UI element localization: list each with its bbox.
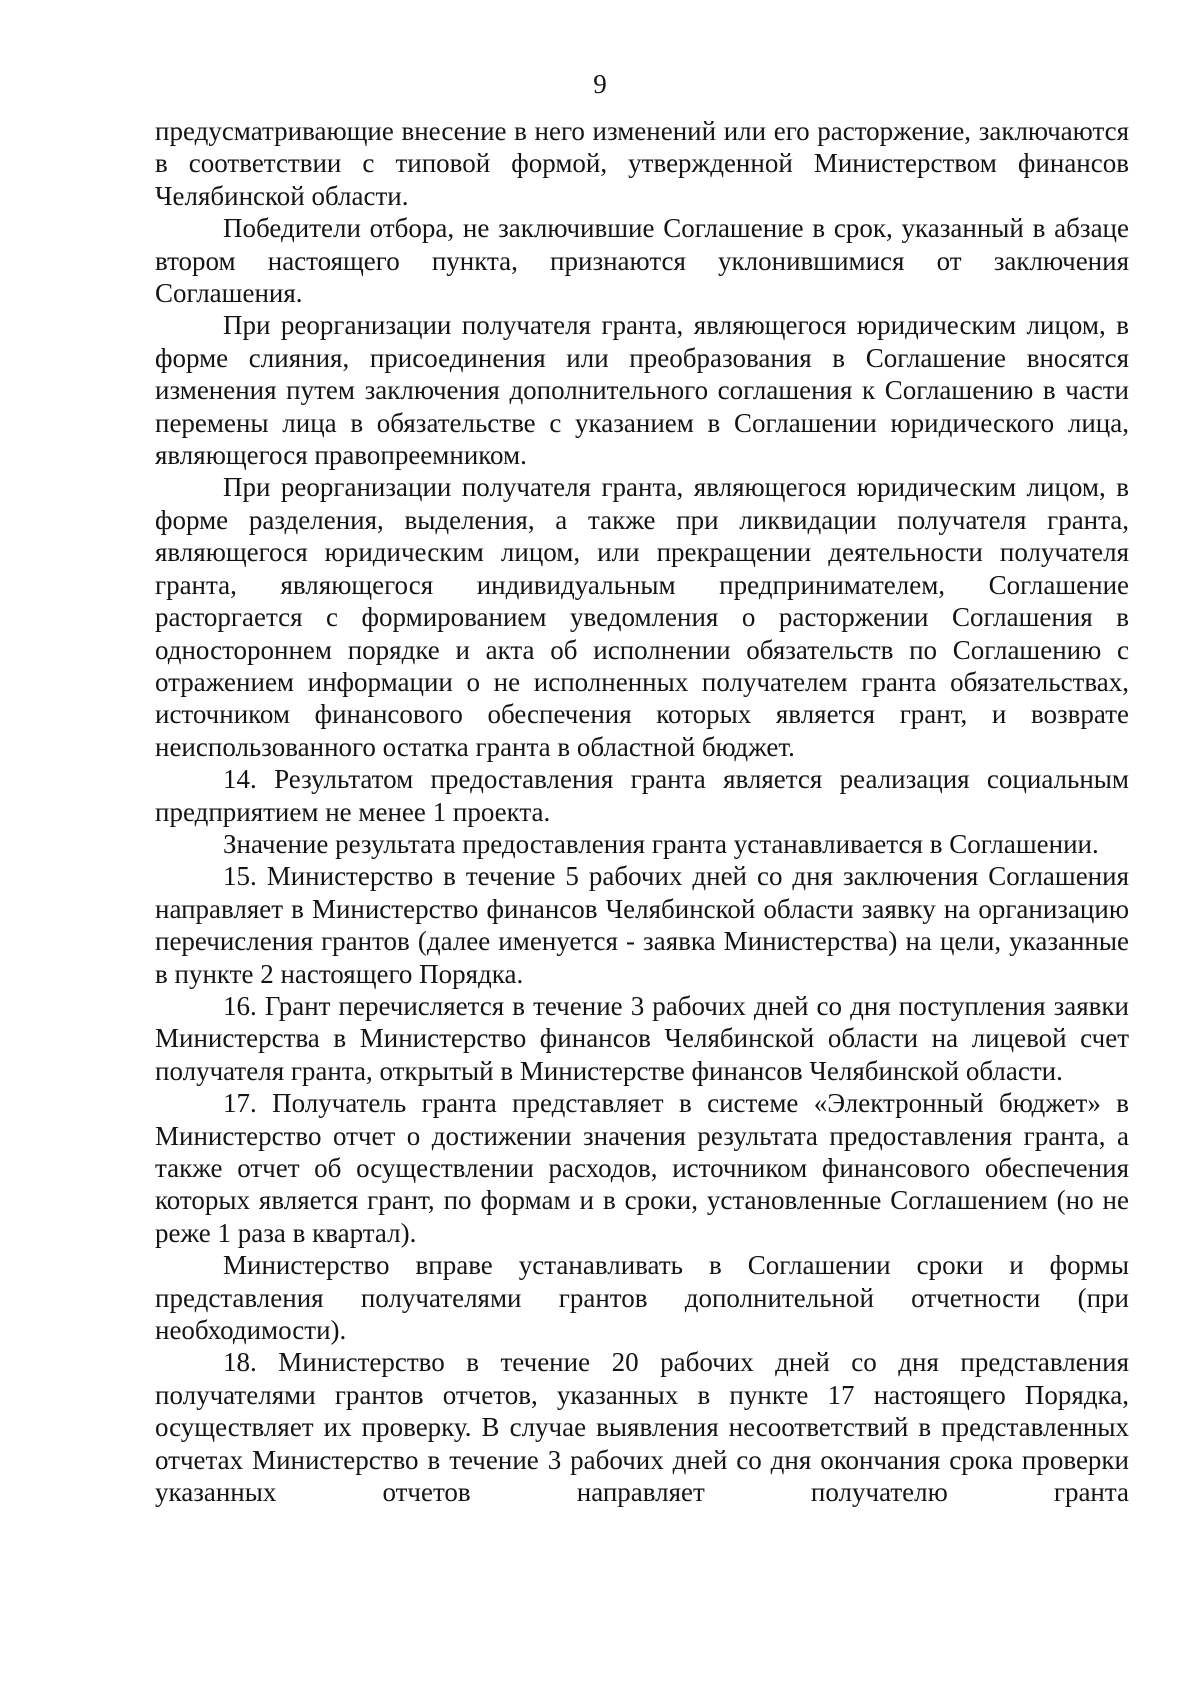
- paragraph: При реорганизации получателя гранта, являющегося юридическим лицом, в форме разделения, выделения, а также при ликвидации получателя гранта, являющегося юридическим лицом, или прекращении деятельности получателя гранта, являющегося индивидуальным предпринимателем, Соглашение расторгается с формированием уведомления о расторжении Соглашения в одностороннем порядке и акта об исполнении обязательств по Соглашению с отражением информации о не исполненных получателем гранта обязательствах, источником финансового обеспечения которых является грант, и возврате неиспользованного остатка гранта в областной бюджет.: [155, 472, 1129, 762]
- paragraph: Значение результата предоставления гранта устанавливается в Соглашении.: [223, 828, 1099, 859]
- paragraph: Победители отбора, не заключившие Соглашение в срок, указанный в абзаце втором настоящего пункта, признаются уклонившимися от заключения Соглашения.: [155, 213, 1129, 309]
- paragraph: 18. Министерство в течение 20 рабочих дней со дня представления получателями грантов отчетов, указанных в пункте 17 настоящего Порядка, осуществляет их проверку. В случае выявления несоответствий в представленных отчетах Министерство в течение 3 рабочих дней со дня окончания срока проверки указанных отчетов направляет получателю гранта: [155, 1347, 1129, 1508]
- paragraph: 16. Грант перечисляется в течение 3 рабочих дней со дня поступления заявки Министерства в Министерство финансов Челябинской области на лицевой счет получателя гранта, открытый в Министерстве финансов Челябинской области.: [155, 990, 1129, 1086]
- paragraph: предусматривающие внесение в него изменений или его расторжение, заключаются в соответствии с типовой формой, утвержденной Министерством финансов Челябинской области.: [155, 116, 1129, 211]
- paragraph: 15. Министерство в течение 5 рабочих дней со дня заключения Соглашения направляет в Министерство финансов Челябинской области заявку на организацию перечисления грантов (далее именуется - заявка Министерства) на цели, указанные в пункте 2 настоящего Порядка.: [155, 861, 1129, 989]
- paragraph: Министерство вправе устанавливать в Соглашении сроки и формы представления получателями грантов дополнительной отчетности (при необходимости).: [155, 1250, 1129, 1346]
- paragraph: При реорганизации получателя гранта, являющегося юридическим лицом, в форме слияния, присоединения или преобразования в Соглашение вносятся изменения путем заключения дополнительного соглашения к Соглашению в части перемены лица в обязательстве с указанием в Соглашении юридического лица, являющегося правопреемником.: [155, 310, 1129, 471]
- paragraph: 14. Результатом предоставления гранта является реализация социальным предприятием не менее 1 проекта.: [155, 764, 1129, 827]
- paragraph: 17. Получатель гранта представляет в системе «Электронный бюджет» в Министерство отчет о достижении значения результата предоставления гранта, а также отчет об осуществлении расходов, источником финансового обеспечения которых является грант, по формам и в сроки, установленные Соглашением (но не реже 1 раза в квартал).: [155, 1088, 1129, 1248]
- document-body: [155, 115, 1129, 1508]
- page-number: 9: [593, 69, 607, 99]
